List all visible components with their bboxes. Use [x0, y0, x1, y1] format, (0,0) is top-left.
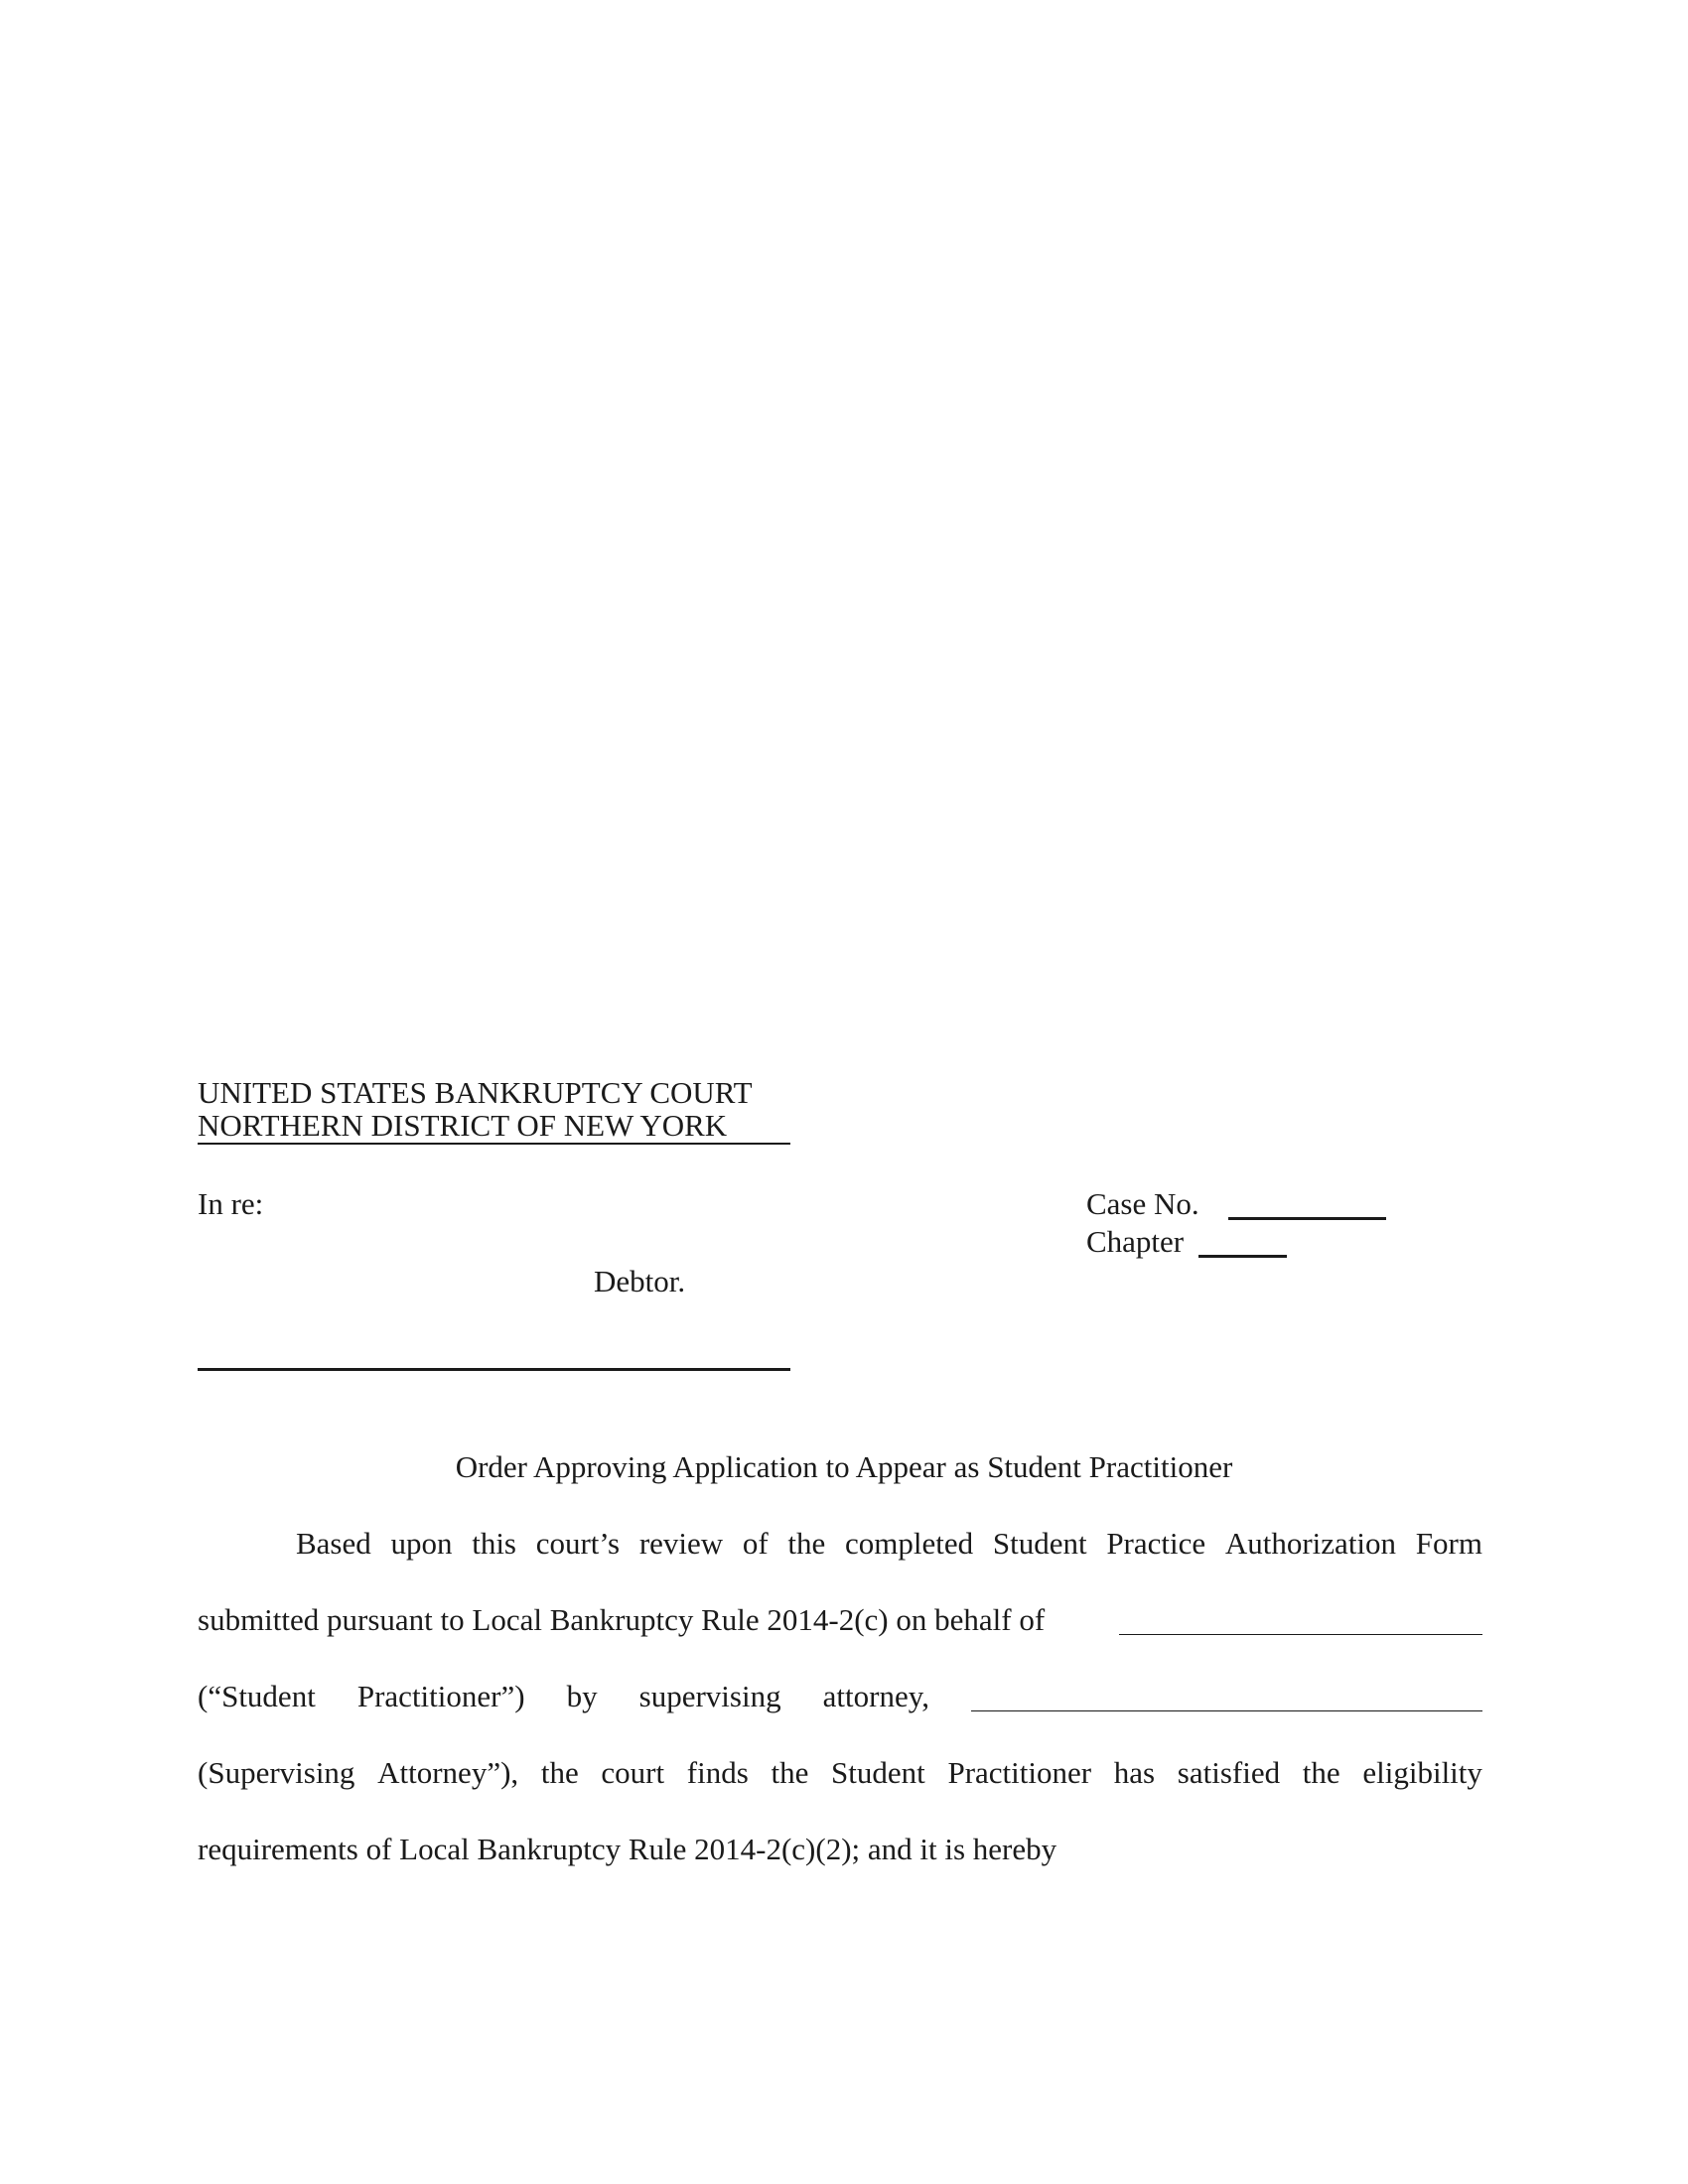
order-title: Order Approving Application to Appear as Student Practitioner: [455, 1449, 1233, 1484]
word: court’s: [535, 1526, 621, 1561]
debtor-name-line[interactable]: [198, 1368, 790, 1371]
word: the: [771, 1755, 809, 1790]
word: court: [601, 1755, 665, 1790]
word: this: [472, 1526, 516, 1561]
word: Attorney”),: [377, 1755, 519, 1790]
case-number-blank[interactable]: [1228, 1217, 1386, 1220]
word: supervising: [638, 1679, 781, 1713]
word: Student: [992, 1526, 1087, 1561]
word: upon: [390, 1526, 453, 1561]
order-body-line-2: [198, 1601, 1482, 1639]
order-body-line-3: [198, 1678, 1482, 1715]
case-number-label: Case No.: [1086, 1186, 1199, 1221]
order-body-line-1: [198, 1525, 1482, 1563]
district-name: NORTHERN DISTRICT OF NEW YORK: [198, 1109, 790, 1145]
word: (Supervising: [198, 1755, 355, 1790]
supervising-attorney-name-blank[interactable]: [971, 1681, 1482, 1711]
word: attorney,: [822, 1679, 929, 1713]
word: Form: [1415, 1526, 1482, 1561]
word: the: [787, 1526, 826, 1561]
word: finds: [686, 1755, 749, 1790]
word: Practice: [1106, 1526, 1206, 1561]
word: Student: [831, 1755, 925, 1790]
word: (“Student: [198, 1679, 316, 1713]
order-body-line-4: [198, 1754, 1482, 1792]
chapter-label: Chapter: [1086, 1224, 1185, 1259]
word: Based: [296, 1526, 371, 1561]
word: eligibility: [1362, 1755, 1482, 1790]
word: the: [1302, 1755, 1340, 1790]
order-body-line-5: requirements of Local Bankruptcy Rule 2014-2(c)(2); and it is hereby: [198, 1832, 1057, 1866]
word: Authorization: [1224, 1526, 1397, 1561]
word: has: [1113, 1755, 1156, 1790]
word: satisfied: [1177, 1755, 1281, 1790]
court-name: UNITED STATES BANKRUPTCY COURT: [198, 1075, 753, 1110]
word: completed: [845, 1526, 974, 1561]
debtor-label: Debtor.: [594, 1264, 686, 1298]
word: review: [638, 1526, 724, 1561]
word: of: [742, 1526, 769, 1561]
word: Practitioner”): [356, 1679, 525, 1713]
chapter-blank[interactable]: [1198, 1255, 1287, 1258]
word: by: [566, 1679, 598, 1713]
word: the: [540, 1755, 579, 1790]
line-text: submitted pursuant to Local Bankruptcy Rule 2014-2(c) on behalf of: [198, 1602, 1046, 1637]
in-re-label: In re:: [198, 1186, 264, 1221]
word: Practitioner: [947, 1755, 1092, 1790]
student-practitioner-name-blank[interactable]: [1119, 1604, 1482, 1635]
